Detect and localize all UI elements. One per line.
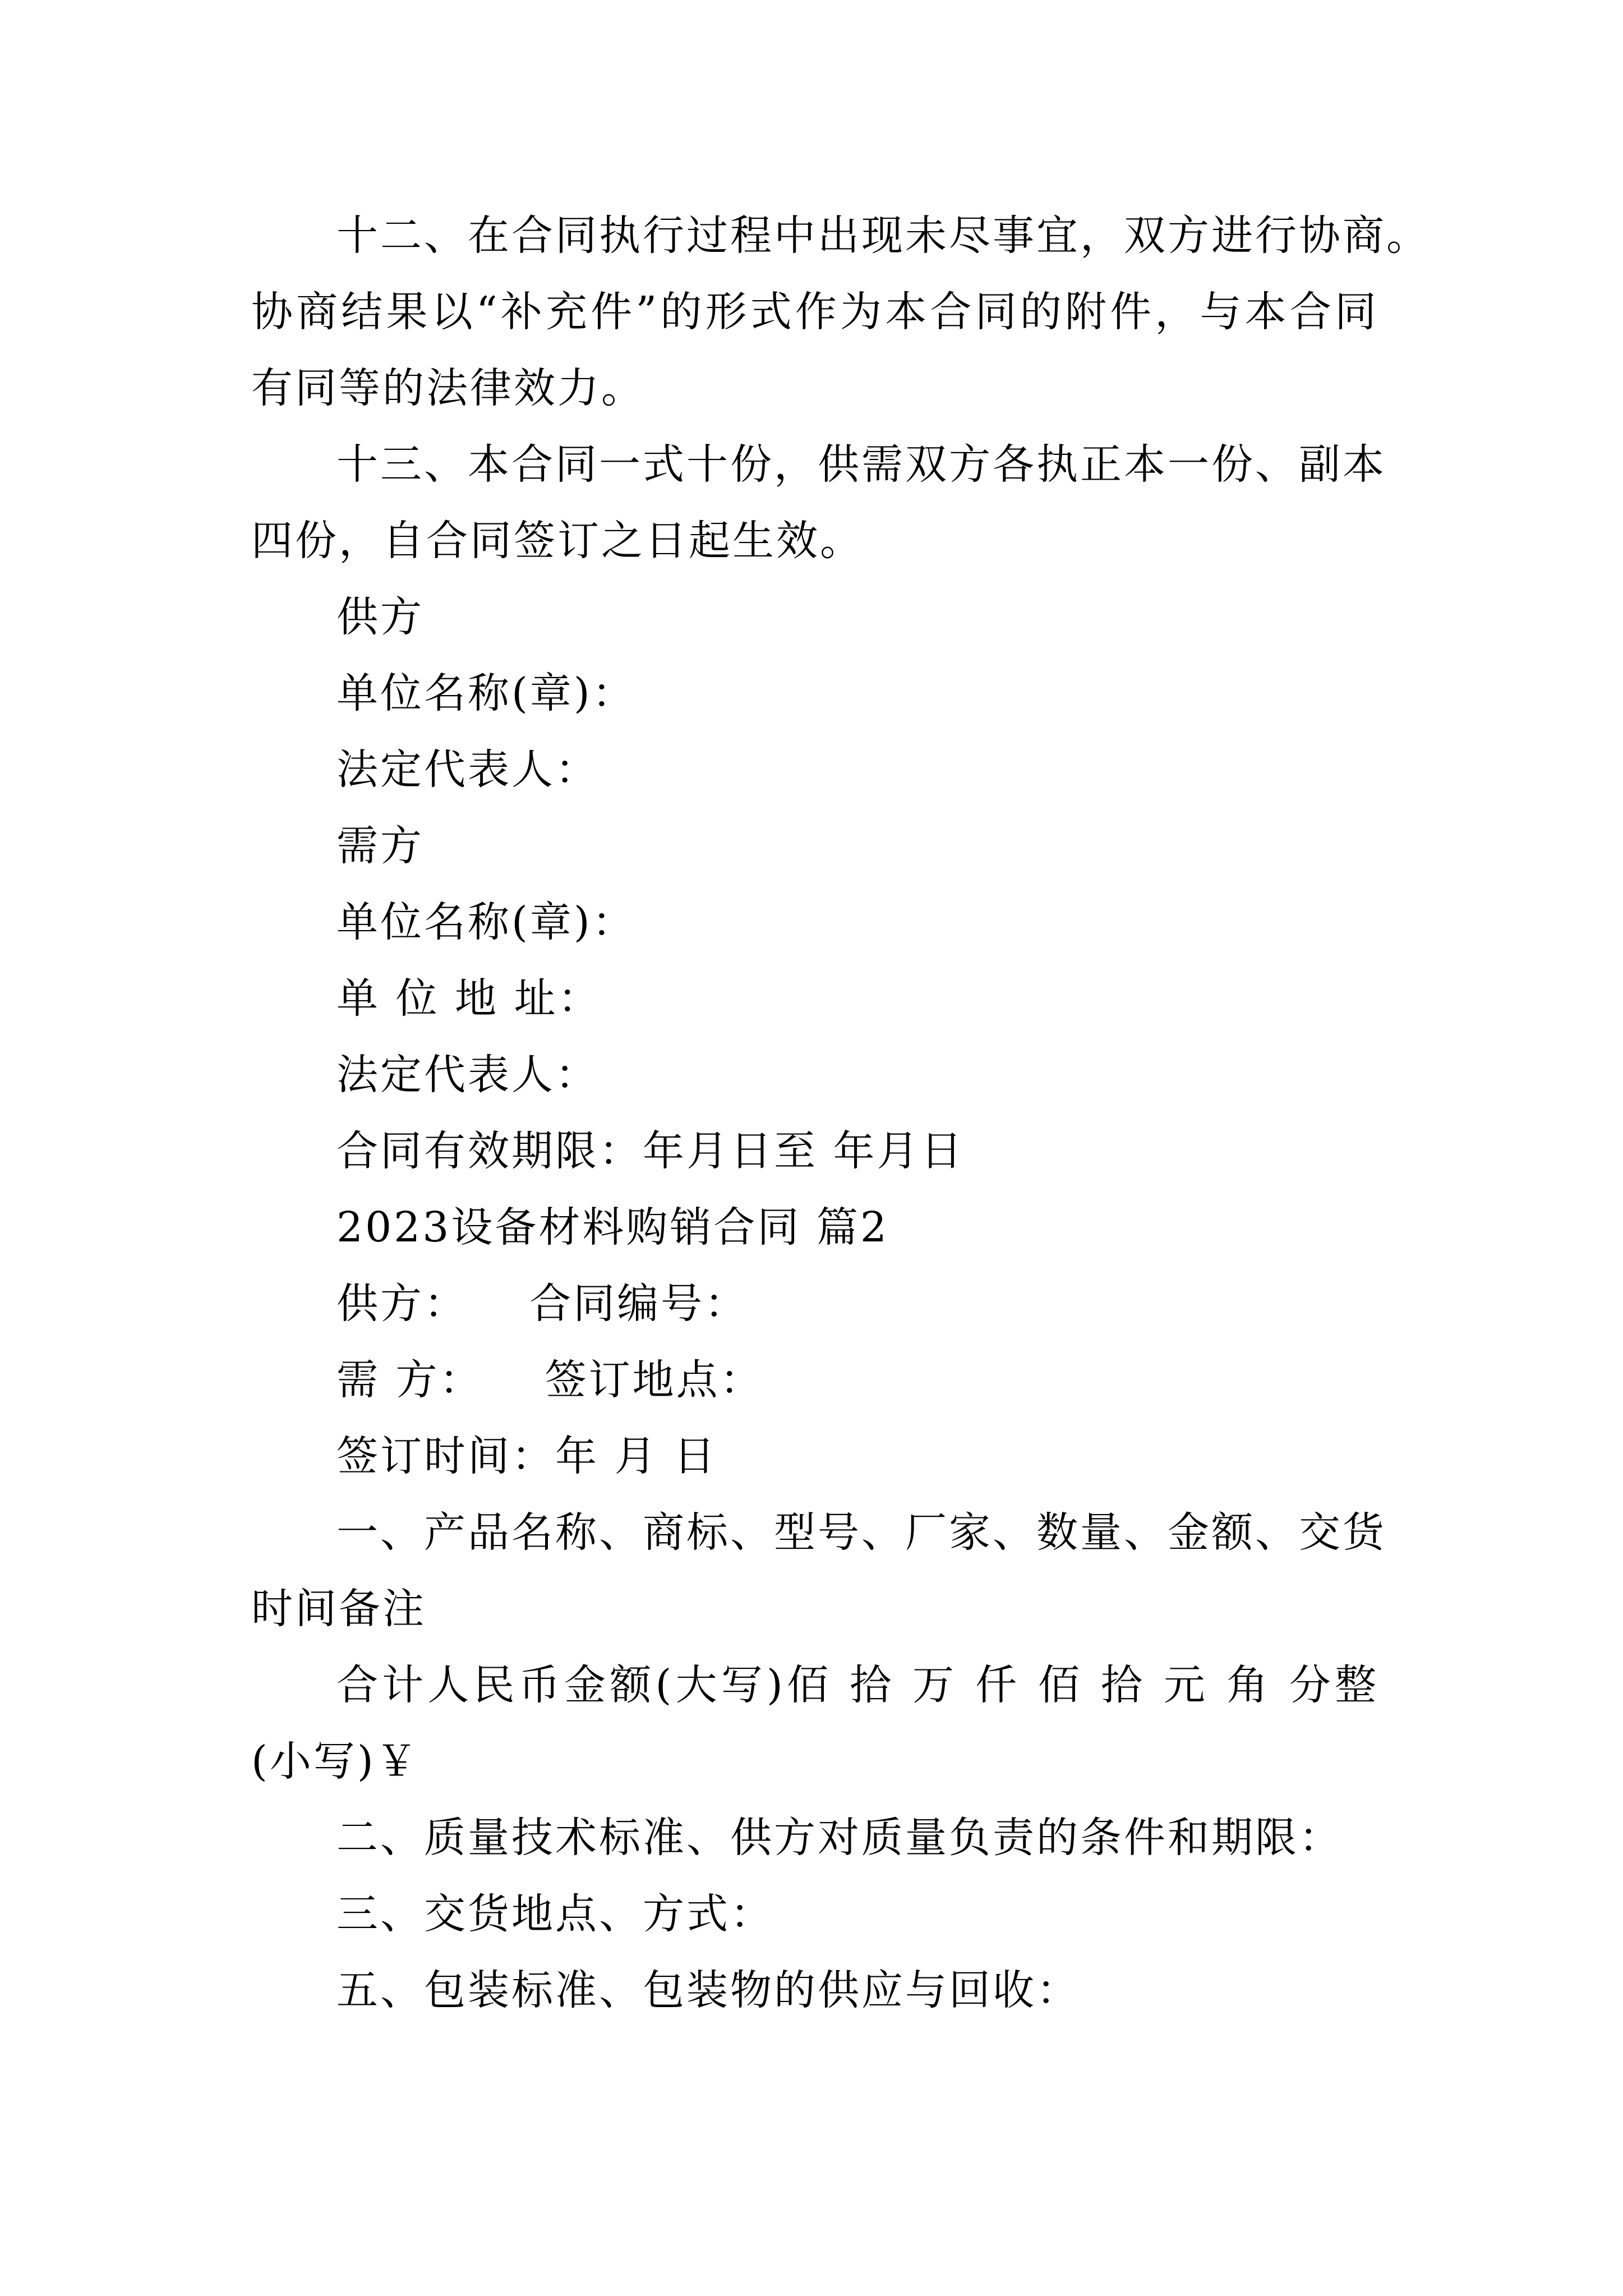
contract-2-sign-time: 签订时间：年 月 日 (336, 1432, 718, 1480)
item-5: 五、包装标准、包装物的供应与回收： (336, 1966, 1080, 2014)
supplier-unit-name: 单位名称(章)： (336, 669, 636, 717)
buyer-address: 单 位 地 址： (336, 974, 602, 1023)
item-1-line-2: 时间备注 (251, 1585, 426, 1633)
total-amount-line-1: 合计人民币金额(大写)佰 拾 万 仟 佰 拾 元 角 分整 (336, 1661, 1378, 1709)
contract-validity: 合同有效期限：年月日至 年月日 (336, 1127, 965, 1175)
total-amount-line-2: (小写)￥ (251, 1737, 419, 1786)
contract-2-title: 2023设备材料购销合同 篇2 (336, 1203, 889, 1251)
item-1-line-1: 一、产品名称、商标、型号、厂家、数量、金额、交货 (336, 1508, 1386, 1557)
clause-12-line-1: 十二、在合同执行过程中出现未尽事宜，双方进行协商。 (336, 211, 1430, 260)
buyer-heading: 需方 (336, 822, 424, 870)
clause-13-line-1: 十三、本合同一式十份，供需双方各执正本一份、副本 (336, 440, 1386, 489)
item-2: 二、质量技术标准、供方对质量负责的条件和期限： (336, 1814, 1343, 1862)
buyer-legal-representative: 法定代表人： (336, 1051, 599, 1099)
supplier-heading: 供方 (336, 593, 424, 641)
buyer-unit-name: 单位名称(章)： (336, 898, 636, 946)
supplier-legal-representative: 法定代表人： (336, 746, 599, 794)
clause-12-line-2: 协商结果以“补充件”的形式作为本合同的附件，与本合同 (251, 288, 1378, 336)
contract-2-supplier-line: 供方： 合同编号： (336, 1280, 749, 1328)
contract-2-buyer-line: 需 方： 签订地点： (336, 1356, 764, 1404)
item-3: 三、交货地点、方式： (336, 1890, 774, 1938)
clause-12-line-3: 有同等的法律效力。 (251, 364, 645, 412)
clause-13-line-2: 四份，自合同签订之日起生效。 (251, 517, 864, 565)
